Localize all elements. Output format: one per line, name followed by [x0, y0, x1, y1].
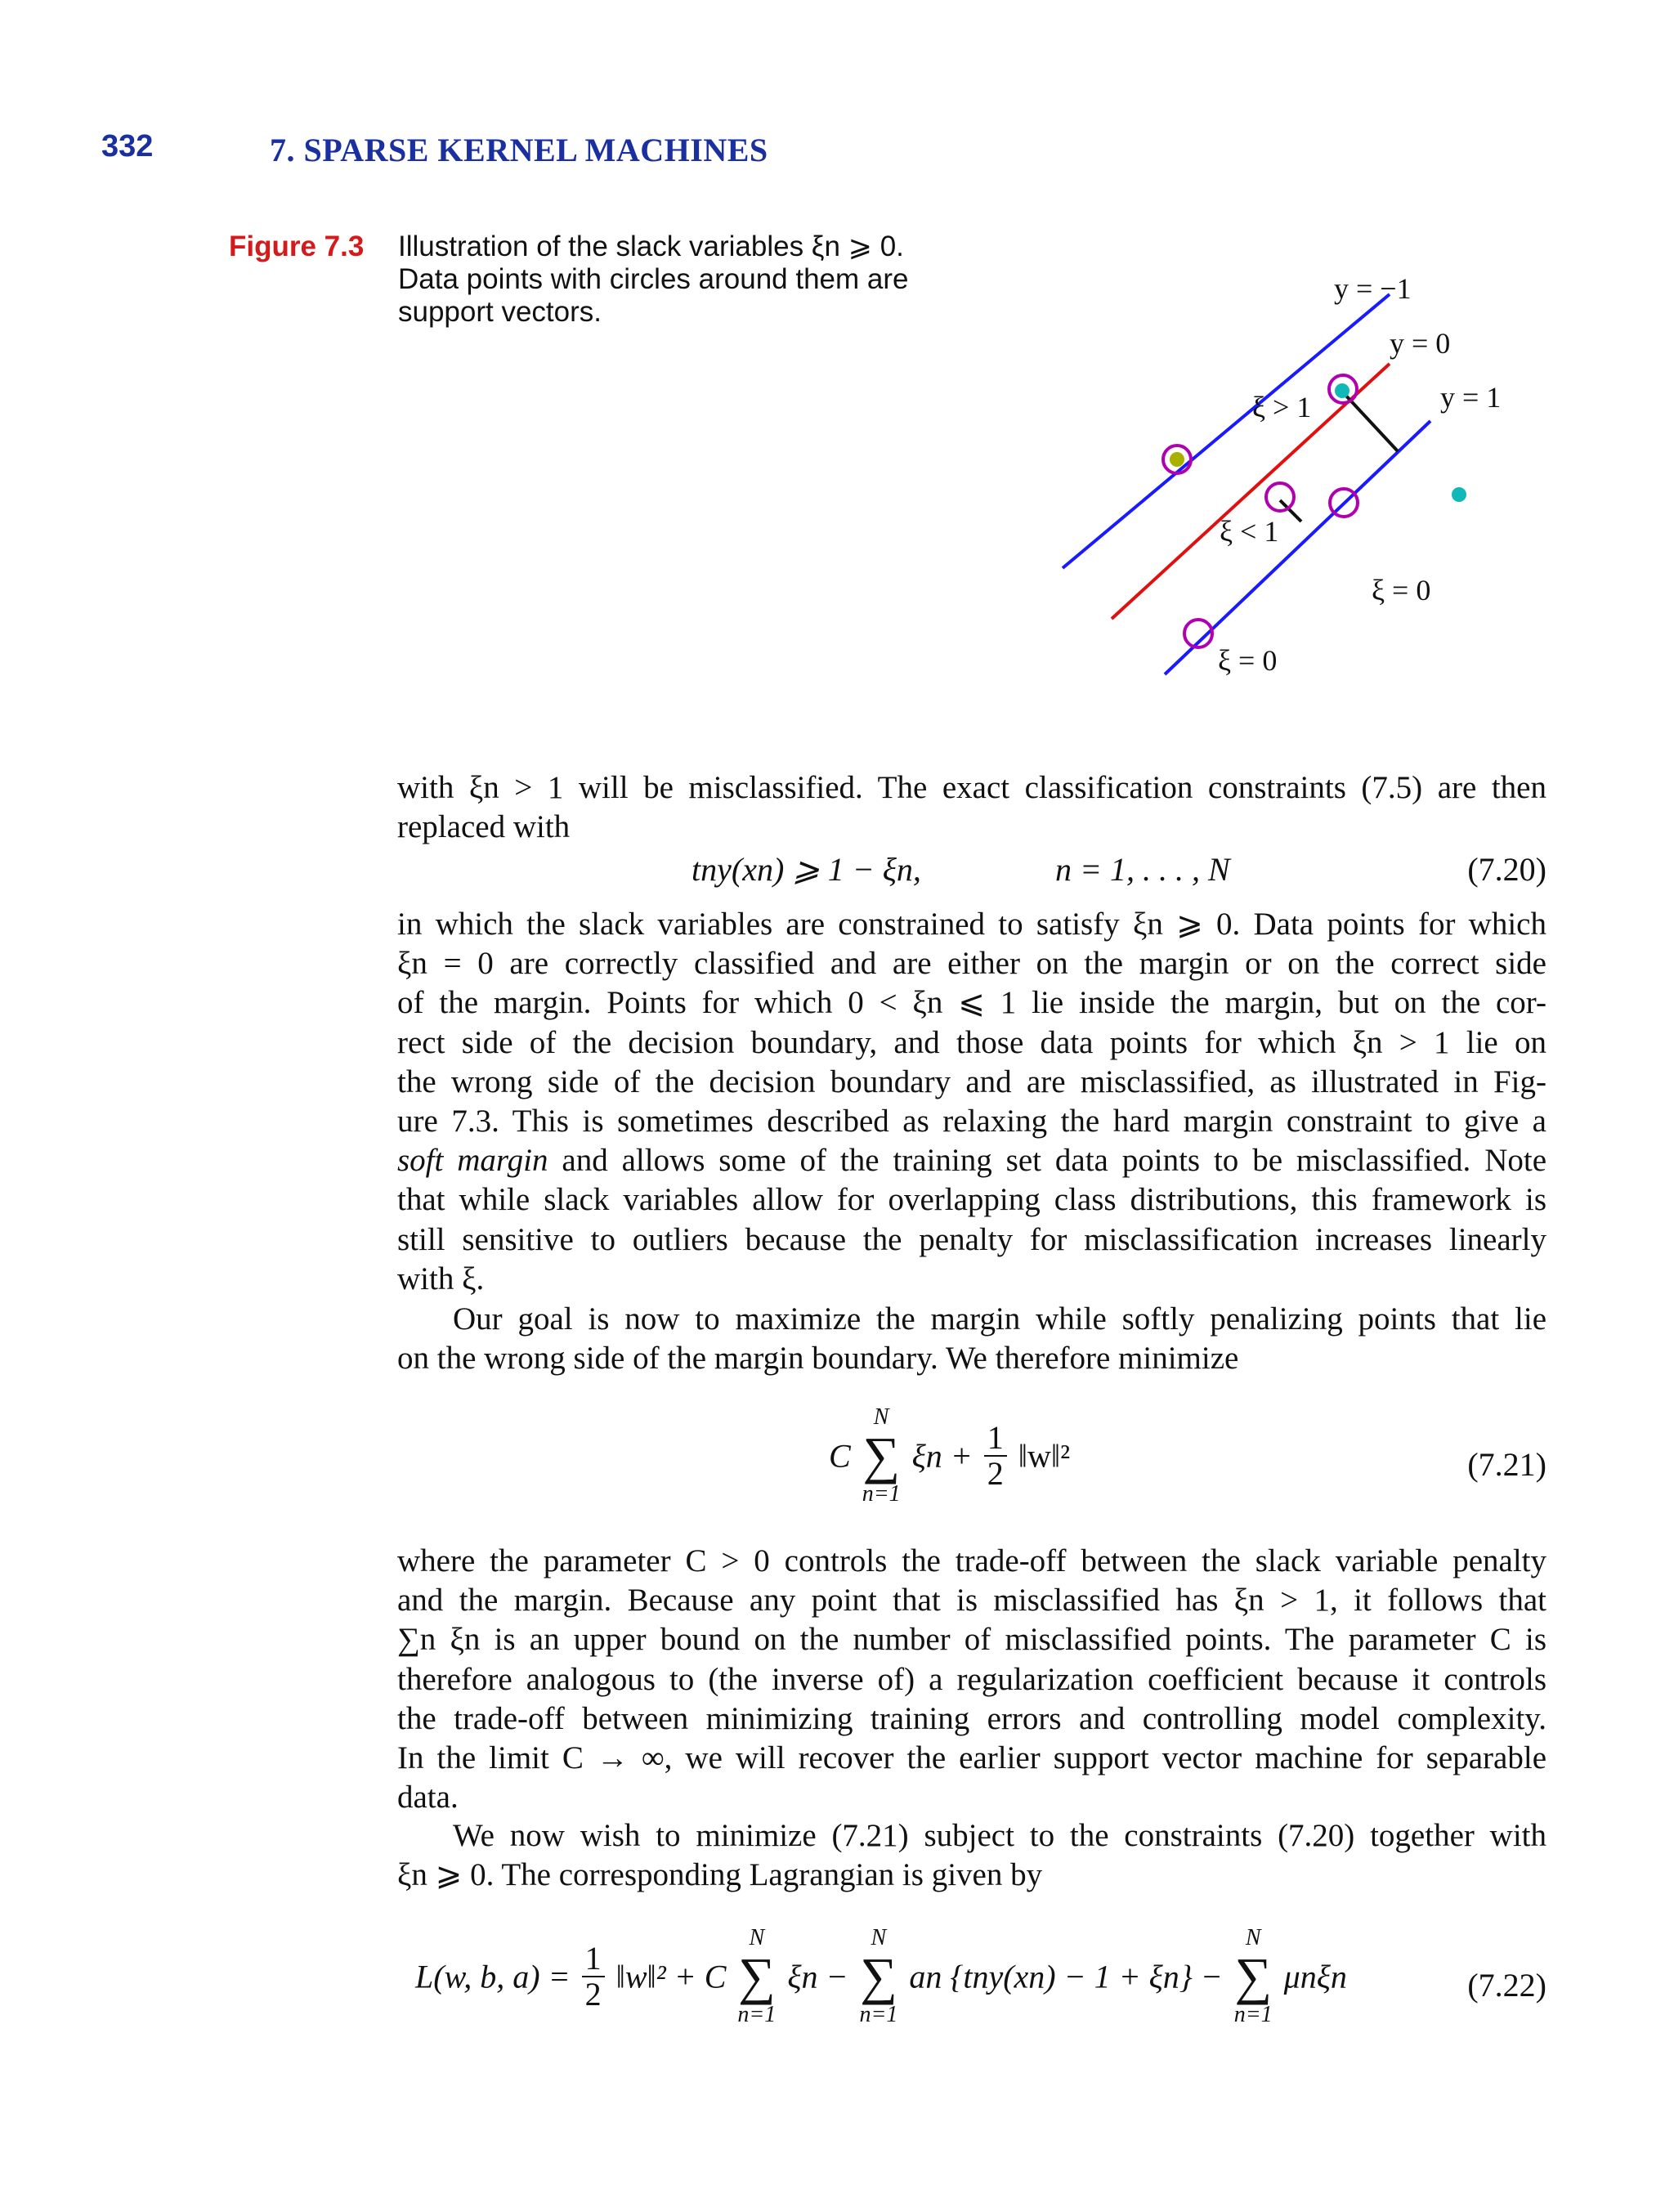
equation-number: (7.20) — [1467, 851, 1546, 888]
eq-722-t4: μnξn — [1283, 1958, 1347, 1995]
eq-720-lhs: tny(xn) ⩾ 1 − ξn, — [692, 851, 921, 888]
text-line: that while slack variables allow for overlapping class distributions, this framework is — [397, 1182, 1546, 1218]
summation — [1234, 1925, 1273, 2028]
equation-7-20 — [397, 850, 1546, 891]
caption-line: Illustration of the slack variables ξn ⩾ 0. — [398, 231, 904, 262]
eq-721-norm: ‖w‖² — [1018, 1437, 1071, 1475]
text-line: with ξn > 1 will be misclassified. The exact classification constraints (7.5) are then — [397, 770, 1546, 805]
equation-7-22 — [397, 1925, 1546, 2048]
sum-upper: N — [1245, 1925, 1261, 1950]
label-y-0: y = 0 — [1390, 327, 1451, 360]
equation-number: (7.21) — [1467, 1446, 1546, 1483]
text-line: on the wrong side of the margin boundary. We therefore minimize — [397, 1341, 1239, 1377]
text-line: of the margin. Points for which 0 < ξn ⩽ 1 lie inside the margin, but on the cor- — [397, 985, 1546, 1021]
class-b-point — [1335, 383, 1349, 398]
text-line: ure 7.3. This is sometimes described as relaxing the hard margin constraint to give a — [397, 1104, 1546, 1140]
eq-722-t2: ξn − — [787, 1958, 848, 1995]
label-xi-gt1: ξ > 1 — [1252, 391, 1312, 423]
paragraph-3 — [397, 1300, 1546, 1378]
eq-721-xi: ξn + — [911, 1437, 973, 1475]
eq-722-t3: an {tny(xn) − 1 + ξn} − — [909, 1958, 1223, 1995]
text-line: ξn ⩾ 0. The corresponding Lagrangian is given by — [397, 1857, 1043, 1893]
sum-lower: n=1 — [1233, 2002, 1273, 2027]
sigma-symbol: ∑ — [1234, 1947, 1272, 2005]
label-y-1: y = 1 — [1440, 381, 1502, 414]
text-fragment: and allows some of the training set data points to be misclassified. Note — [548, 1143, 1547, 1179]
text-line: the trade-off between minimizing training errors and controlling model complexity. — [397, 1700, 1546, 1736]
text-line: still sensitive to outliers because the penalty for misclassification increases linearly — [397, 1221, 1546, 1257]
sigma-symbol: ∑ — [738, 1947, 776, 2005]
text-line: ∑n ξn is an upper bound on the number of misclassified points. The parameter C is — [397, 1622, 1546, 1658]
class-a-point — [1170, 452, 1184, 467]
sum-lower: n=1 — [862, 1481, 901, 1507]
text-line: therefore analogous to (the inverse of) a regularization coefficient because it controls — [397, 1661, 1546, 1697]
emphasis-soft-margin: soft margin — [397, 1143, 548, 1179]
label-xi-0-bottom: ξ = 0 — [1218, 644, 1278, 677]
text-line: replaced with — [397, 809, 571, 845]
summation — [859, 1925, 897, 2028]
equation-number: (7.22) — [1467, 1967, 1546, 2004]
text-line: rect side of the decision boundary, and those data points for which ξn > 1 lie on — [397, 1024, 1546, 1060]
fraction-half — [984, 1421, 1007, 1491]
equation-7-21 — [397, 1404, 1546, 1527]
text-line: and the margin. Because any point that is misclassified has ξn > 1, it follows that — [397, 1583, 1546, 1619]
eq-721-C: C — [829, 1437, 851, 1475]
paragraph-2 — [397, 905, 1546, 1299]
paragraph-1 — [397, 768, 1546, 847]
eq-722-body — [415, 1925, 1347, 2028]
label-xi-0-right: ξ = 0 — [1372, 574, 1431, 607]
summation — [862, 1404, 901, 1507]
sum-upper: N — [871, 1925, 887, 1950]
page-number: 332 — [101, 129, 154, 163]
running-head: 7. SPARSE KERNEL MACHINES — [270, 132, 768, 168]
paragraph-4 — [397, 1542, 1546, 1817]
text-line: with ξ. — [397, 1260, 485, 1296]
slack-variable-figure — [1046, 262, 1504, 703]
class-b-point — [1452, 487, 1466, 502]
text-line: We now wish to minimize (7.21) subject to the constraints (7.20) together with — [453, 1818, 1546, 1853]
frac-den: 2 — [987, 1455, 1004, 1492]
label-xi-lt1: ξ < 1 — [1220, 515, 1279, 548]
fraction-half — [582, 1941, 605, 2012]
text-line: data. — [397, 1780, 459, 1816]
figure-caption — [398, 231, 962, 329]
caption-line: Data points with circles around them are — [398, 263, 909, 295]
figure-label: Figure 7.3 — [229, 231, 365, 262]
eq-720-rhs: n = 1, . . . , N — [1055, 851, 1230, 888]
sigma-symbol: ∑ — [862, 1426, 900, 1484]
text-line: where the parameter C > 0 controls the trade-off between the slack variable penalty — [397, 1543, 1546, 1578]
support-circle — [1266, 483, 1294, 511]
summation — [737, 1925, 776, 2028]
frac-den: 2 — [584, 1976, 602, 2013]
caption-line: support vectors. — [398, 296, 602, 328]
text-line: In the limit C → ∞, we will recover the earlier support vector machine for separable — [397, 1740, 1546, 1776]
text-line — [397, 1141, 1546, 1180]
label-y-neg1: y = −1 — [1334, 272, 1412, 305]
eq-722-t1: ‖w‖² + C — [615, 1958, 727, 1995]
text-line: Our goal is now to maximize the margin while softly penalizing points that lie — [453, 1301, 1546, 1337]
paragraph-5 — [397, 1816, 1546, 1895]
text-line: ξn = 0 are correctly classified and are either on the margin or on the correct side — [397, 946, 1546, 982]
frac-num: 1 — [984, 1421, 1007, 1457]
text-line: the wrong side of the decision boundary and are misclassified, as illustrated in Fig- — [397, 1063, 1546, 1099]
frac-num: 1 — [582, 1941, 605, 1977]
eq-722-lhs: L(w, b, a) = — [415, 1958, 571, 1995]
sum-upper: N — [873, 1404, 889, 1430]
sum-lower: n=1 — [859, 2002, 898, 2027]
sum-lower: n=1 — [737, 2002, 777, 2027]
text-line: in which the slack variables are constrained to satisfy ξn ⩾ 0. Data points for which — [397, 907, 1546, 942]
sigma-symbol: ∑ — [860, 1947, 897, 2005]
sum-upper: N — [749, 1925, 765, 1950]
margin-line-y-1 — [1165, 421, 1430, 674]
eq-721-body — [829, 1404, 1070, 1507]
